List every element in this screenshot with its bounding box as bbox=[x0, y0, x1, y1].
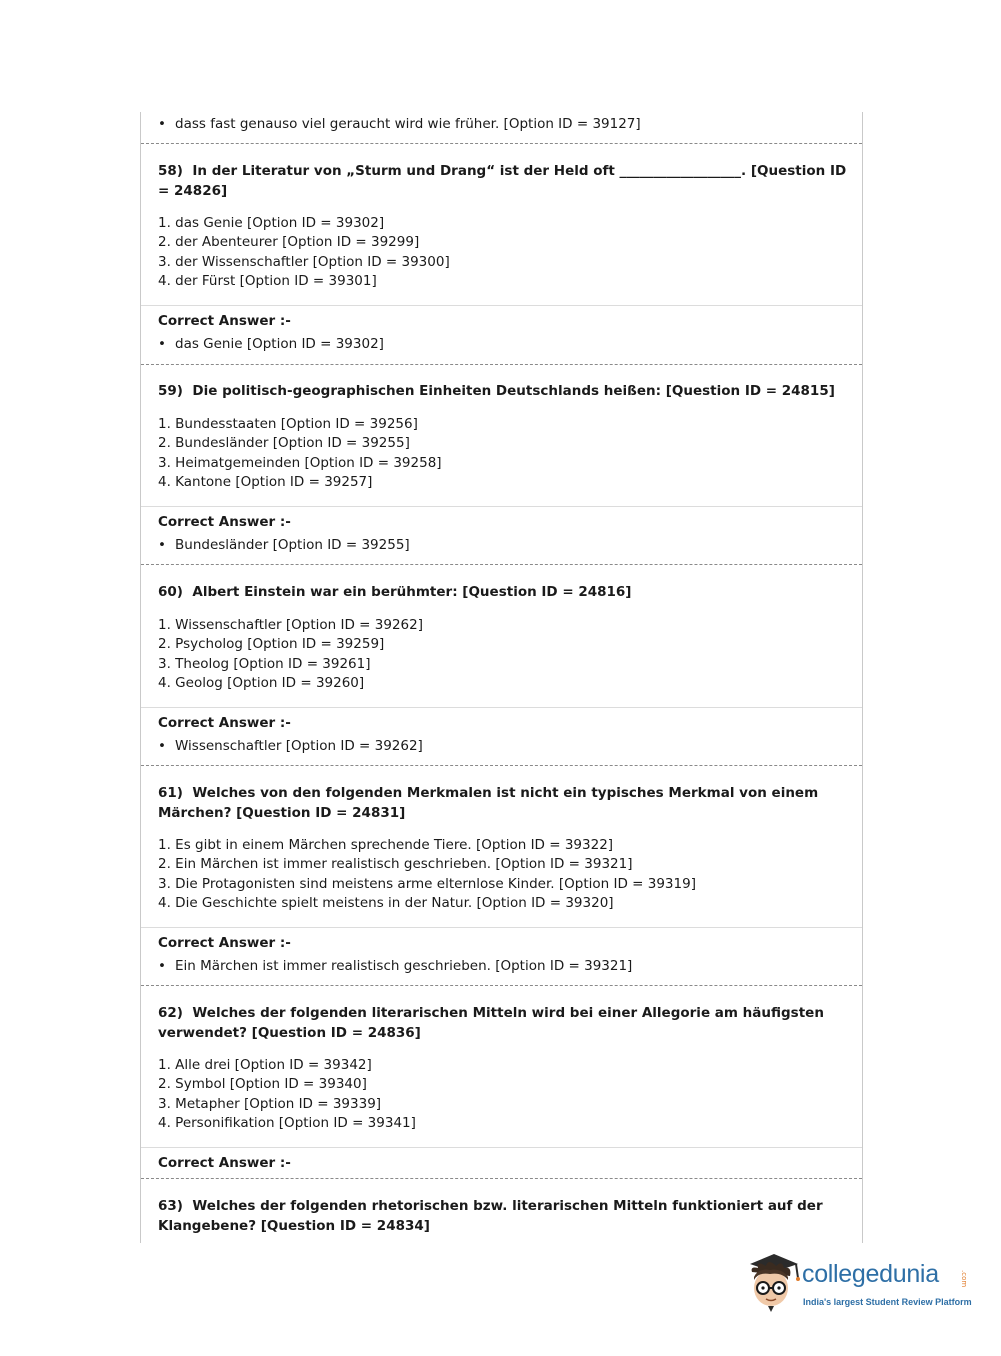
correct-answer-label: Correct Answer :- bbox=[158, 715, 291, 731]
option: 2. der Abenteurer [Option ID = 39299] bbox=[158, 234, 420, 250]
divider bbox=[141, 1178, 862, 1179]
correct-answer-label: Correct Answer :- bbox=[158, 935, 291, 951]
correct-answer: • Bundesländer [Option ID = 39255] bbox=[158, 536, 848, 556]
separator bbox=[141, 506, 862, 507]
option: 4. Geolog [Option ID = 39260] bbox=[158, 675, 365, 691]
mascot-icon bbox=[742, 1250, 802, 1314]
option: 4. Die Geschichte spielt meistens in der Natur. [Option ID = 39320] bbox=[158, 895, 614, 911]
logo-tagline: India's largest Student Review Platform bbox=[803, 1297, 972, 1307]
question-text: 61) Welches von den folgenden Merkmalen ist nicht ein typisches Merkmal von einem Märchen? [Question ID = 24831] bbox=[158, 785, 819, 821]
option: 3. Theolog [Option ID = 39261] bbox=[158, 656, 371, 672]
question-text: 60) Albert Einstein war ein berühmter: [Question ID = 24816] bbox=[158, 584, 632, 600]
correct-answer-label: Correct Answer :- bbox=[158, 1155, 291, 1171]
option: 3. Heimatgemeinden [Option ID = 39258] bbox=[158, 455, 442, 471]
separator bbox=[141, 927, 862, 928]
option: 4. der Fürst [Option ID = 39301] bbox=[158, 273, 377, 289]
option: 2. Symbol [Option ID = 39340] bbox=[158, 1076, 367, 1092]
option: 1. Bundesstaaten [Option ID = 39256] bbox=[158, 416, 418, 432]
option: 3. Die Protagonisten sind meistens arme elternlose Kinder. [Option ID = 39319] bbox=[158, 876, 696, 892]
correct-answer-label: Correct Answer :- bbox=[158, 313, 291, 329]
option: 2. Ein Märchen ist immer realistisch geschrieben. [Option ID = 39321] bbox=[158, 856, 633, 872]
question-text: 58) In der Literatur von „Sturm und Drang“ ist der Held oft __________________. [Question ID = 24826] bbox=[158, 163, 847, 199]
divider bbox=[141, 765, 862, 766]
option: 4. Kantone [Option ID = 39257] bbox=[158, 474, 373, 490]
option: 3. der Wissenschaftler [Option ID = 39300] bbox=[158, 254, 450, 270]
correct-answer: • das Genie [Option ID = 39302] bbox=[158, 335, 848, 355]
previous-answer: • dass fast genauso viel geraucht wird wie früher. [Option ID = 39127] bbox=[158, 115, 848, 135]
correct-answer-label: Correct Answer :- bbox=[158, 514, 291, 530]
divider bbox=[141, 143, 862, 144]
question-text: 62) Welches der folgenden literarischen Mitteln wird bei einer Allegorie am häufigsten verwendet? [Question ID = 24836] bbox=[158, 1005, 824, 1041]
option: 1. das Genie [Option ID = 39302] bbox=[158, 215, 385, 231]
divider bbox=[141, 564, 862, 565]
option: 1. Es gibt in einem Märchen sprechende Tiere. [Option ID = 39322] bbox=[158, 837, 614, 853]
collegedunia-logo bbox=[742, 1250, 972, 1320]
logo-suffix: .com bbox=[960, 1270, 968, 1288]
separator bbox=[141, 707, 862, 708]
option: 3. Metapher [Option ID = 39339] bbox=[158, 1096, 382, 1112]
correct-answer: • Wissenschaftler [Option ID = 39262] bbox=[158, 737, 848, 757]
option: 1. Wissenschaftler [Option ID = 39262] bbox=[158, 617, 423, 633]
question-text: 59) Die politisch-geographischen Einheiten Deutschlands heißen: [Question ID = 24815] bbox=[158, 383, 835, 399]
correct-answer: • Ein Märchen ist immer realistisch geschrieben. [Option ID = 39321] bbox=[158, 957, 848, 977]
logo-wordmark: collegedunia bbox=[802, 1260, 939, 1288]
separator bbox=[141, 305, 862, 306]
option: 2. Psycholog [Option ID = 39259] bbox=[158, 636, 385, 652]
option: 2. Bundesländer [Option ID = 39255] bbox=[158, 435, 410, 451]
separator bbox=[141, 1147, 862, 1148]
option: 4. Personifikation [Option ID = 39341] bbox=[158, 1115, 416, 1131]
question-text: 63) Welches der folgenden rhetorischen bzw. literarischen Mitteln funktioniert auf der Klangebene? [Question ID = 24834] bbox=[158, 1198, 823, 1234]
question-paper bbox=[140, 112, 863, 1243]
option: 1. Alle drei [Option ID = 39342] bbox=[158, 1057, 372, 1073]
divider bbox=[141, 364, 862, 365]
divider bbox=[141, 985, 862, 986]
